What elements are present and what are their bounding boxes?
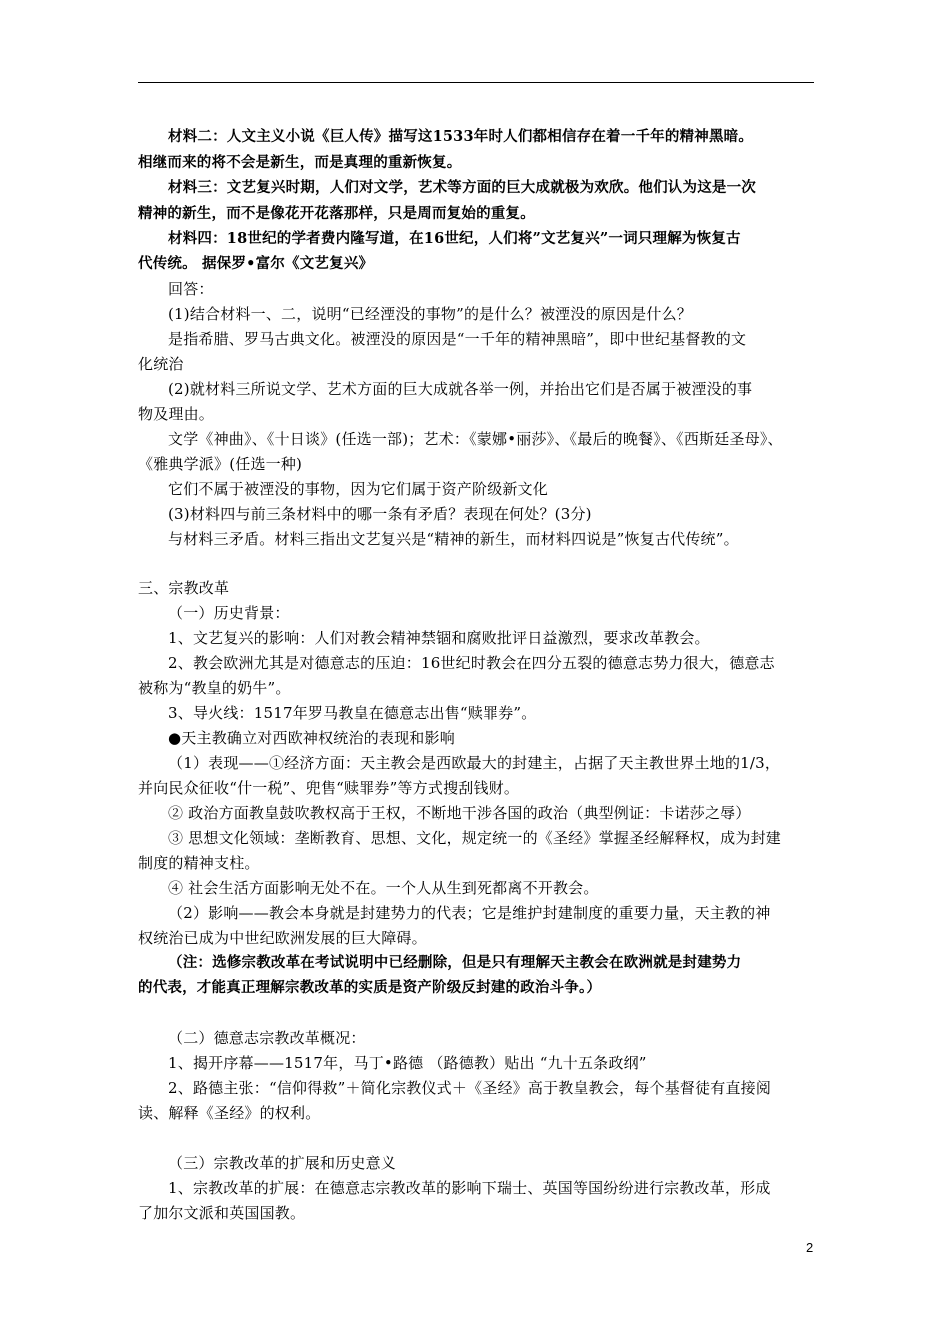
text-line: ④ 社会生活方面影响无处不在。一个人从生到死都离不开教会。: [168, 879, 599, 897]
text-line: ② 政治方面教皇鼓吹教权高于王权，不断地干涉各国的政治（典型例证：卡诺莎之辱）: [168, 804, 751, 822]
text-line: 了加尔文派和英国国教。: [138, 1204, 306, 1222]
note-line: 的代表，才能真正理解宗教改革的实质是资产阶级反封建的政治斗争。）: [138, 979, 602, 996]
text-line: ③ 思想文化领域：垄断教育、思想、文化，规定统一的《圣经》掌握圣经解释权，成为封建: [168, 829, 781, 847]
text-line: 2、路德主张：“信仰得救”＋简化宗教仪式＋《圣经》高于教皇教会，每个基督徒有直接阅: [168, 1079, 772, 1097]
text-line: 制度的精神支柱。: [138, 854, 260, 872]
text-line: 并向民众征收“什一税”、兜售“赎罪券”等方式搜刮钱财。: [138, 779, 520, 797]
subsection-heading: （二）德意志宗教改革概况：: [168, 1029, 366, 1047]
text-line: 权统治已成为中世纪欧洲发展的巨大障碍。: [138, 929, 427, 947]
text-line: 读、解释《圣经》的权利。: [138, 1104, 321, 1122]
text-line: ●天主教确立对西欧神权统治的表现和影响: [168, 729, 455, 747]
text-line: 回答：: [168, 280, 214, 298]
text-line: (1)结合材料一、二，说明“已经湮没的事物”的是什么？被湮没的原因是什么？: [168, 305, 692, 323]
header-rule: [138, 82, 814, 83]
note-line: （注：选修宗教改革在考试说明中已经删除，但是只有理解天主教会在欧洲就是封建势力: [168, 954, 742, 971]
subsection-heading: （三）宗教改革的扩展和历史意义: [168, 1154, 397, 1172]
text-line: 1、揭开序幕——1517年，马丁•路德 （路德教）贴出 “九十五条政纲”: [168, 1054, 647, 1072]
text-line: 被称为“教皇的奶牛”。: [138, 679, 291, 697]
page-number: 2: [806, 1240, 814, 1255]
text-line: (2)就材料三所说文学、艺术方面的巨大成就各举一例，并抬出它们是否属于被湮没的事: [168, 380, 753, 398]
text-line: 是指希腊、罗马古典文化。被湮没的原因是“一千年的精神黑暗”，即中世纪基督教的文: [168, 330, 747, 348]
text-line: 3、导火线：1517年罗马教皇在德意志出售“赎罪券”。: [168, 704, 537, 722]
text-line: 《雅典学派》(任选一种): [138, 455, 303, 473]
text-line: 材料二：人文主义小说《巨人传》描写这1533年时人们都相信存在着一千年的精神黑暗。: [168, 128, 754, 145]
text-line: 1、文艺复兴的影响：人们对教会精神禁锢和腐败批评日益激烈，要求改革教会。: [168, 629, 710, 647]
text-line: (3)材料四与前三条材料中的哪一条有矛盾？表现在何处？(3分): [168, 505, 592, 523]
text-line: 2、教会欧洲尤其是对德意志的压迫：16世纪时教会在四分五裂的德意志势力很大，德意志: [168, 654, 775, 672]
section-heading: 三、宗教改革: [138, 579, 230, 597]
text-line: 材料三：文艺复兴时期，人们对文学，艺术等方面的巨大成就极为欢欣。他们认为这是一次: [168, 179, 756, 196]
text-line: 物及理由。: [138, 405, 215, 423]
text-line: 它们不属于被湮没的事物，因为它们属于资产阶级新文化: [168, 480, 549, 498]
text-line: （1）表现——①经济方面：天主教会是西欧最大的封建主，占据了天主教世界土地的1/3，: [168, 754, 781, 772]
text-line: 代传统。 据保罗•富尔《文艺复兴》: [138, 255, 374, 272]
subsection-heading: （一）历史背景：: [168, 604, 290, 622]
text-line: 文学《神曲》、《十日谈》(任选一部)；艺术：《蒙娜•丽莎》、《最后的晚餐》、《西斯廷圣母》、: [168, 430, 783, 448]
text-line: 相继而来的将不会是新生，而是真理的重新恢复。: [138, 154, 462, 171]
text-line: （2）影响——教会本身就是封建势力的代表；它是维护封建制度的重要力量，天主教的神: [168, 904, 771, 922]
text-line: 与材料三矛盾。材料三指出文艺复兴是“精神的新生，而材料四说是”恢复古代传统”。: [168, 530, 739, 548]
text-line: 化统治: [138, 355, 184, 373]
text-line: 材料四：18世纪的学者费内隆写道，在16世纪，人们将”文艺复兴”一词只理解为恢复古: [168, 230, 741, 247]
text-line: 精神的新生，而不是像花开花落那样，只是周而复始的重复。: [138, 205, 535, 222]
text-line: 1、宗教改革的扩展：在德意志宗教改革的影响下瑞士、英国等国纷纷进行宗教改革，形成: [168, 1179, 771, 1197]
